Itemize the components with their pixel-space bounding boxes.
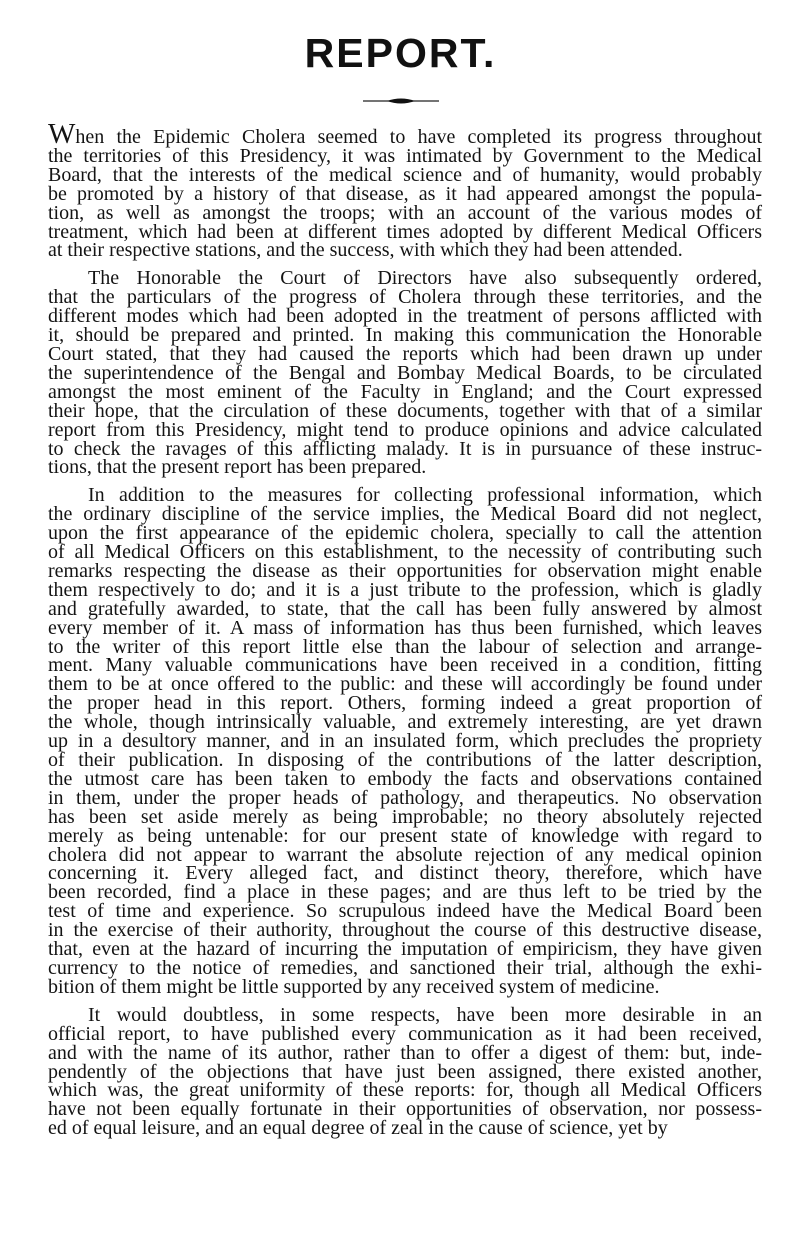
text-line: and with the name of its author, rather than to offer a digest of them: but, inde- bbox=[48, 1041, 762, 1064]
text-line: cholera did not appear to warrant the absolute rejection of any medical opinion bbox=[48, 843, 762, 866]
text-line: their hope, that the circulation of these documents, together with that of a similar bbox=[48, 399, 762, 422]
text-line: the utmost care has been taken to embody the facts and observations contained bbox=[48, 767, 762, 790]
report-body bbox=[48, 118, 762, 1140]
text-line: pendently of the objections that have just been assigned, there existed another, bbox=[48, 1060, 762, 1083]
text-line: of their publication. In disposing of the contributions of the latter description, bbox=[48, 749, 762, 771]
text-line: and gratefully awarded, to state, that the call has been fully answered by almost bbox=[48, 597, 762, 620]
text-line: up in a desultory manner, and in an insulated form, which precludes the propriety bbox=[48, 730, 762, 753]
text-line: In addition to the measures for collecting professional information, which bbox=[88, 484, 762, 507]
text-line: tions, that the present report has been prepared. bbox=[48, 456, 427, 479]
text-line: test of time and experience. So scrupulous indeed have the Medical Board been bbox=[48, 900, 762, 923]
text-line: at their respective stations, and the success, with which they had been attended. bbox=[48, 239, 683, 262]
text-line: the ordinary discipline of the service implies, the Medical Board did not neglect, bbox=[48, 503, 762, 526]
ornamental-rule bbox=[363, 97, 439, 105]
text-line: ment. Many valuable communications have been received in a condition, fitting bbox=[48, 654, 762, 677]
text-line: different modes which had been adopted in the treatment of persons afflicted with bbox=[48, 305, 762, 328]
text-line: to check the ravages of this afflicting malady. It is in pursuance of these instruc- bbox=[48, 437, 762, 460]
text-line: which was, the great uniformity of these reports: for, though all Medical Officers bbox=[48, 1079, 762, 1102]
text-line: the proper head in this report. Others, forming indeed a great proportion of bbox=[48, 692, 762, 715]
text-line: The Honorable the Court of Directors have also subsequently ordered, bbox=[88, 267, 762, 290]
paragraph-1 bbox=[48, 118, 762, 262]
text-line: upon the first appearance of the epidemic cholera, specially to call the attention bbox=[48, 522, 762, 545]
text-line: remarks respecting the disease as their opportunities for observation might enable bbox=[48, 559, 762, 582]
paragraph-4 bbox=[48, 1003, 762, 1140]
text-line: been recorded, find a place in these pages; and are thus left to be tried by the bbox=[48, 881, 762, 904]
text-line: concerning it. Every alleged fact, and distinct theory, therefore, which have bbox=[48, 862, 762, 885]
text-line: bition of them might be little supported by any received system of medicine. bbox=[48, 975, 660, 998]
text-line: that the particulars of the progress of Cholera through these territories, and the bbox=[48, 286, 762, 309]
text-line: the whole, though intrinsically valuable, and extremely interesting, are yet drawn bbox=[48, 711, 762, 734]
text-line: When the Epidemic Cholera seemed to have completed its progress throughout bbox=[48, 118, 762, 150]
text-line: in the exercise of their authority, throughout the course of this destructive disease, bbox=[48, 919, 762, 942]
text-line: currency to the notice of remedies, and sanctioned their trial, although the exhi- bbox=[48, 956, 762, 979]
text-line: has been set aside merely as being improbable; no theory absolutely rejected bbox=[48, 805, 762, 828]
text-line: ed of equal leisure, and an equal degree of zeal in the cause of science, yet by bbox=[48, 1117, 668, 1140]
text-line: the territories of this Presidency, it was intimated by Government to the Medical bbox=[48, 144, 762, 167]
text-line: the superintendence of the Bengal and Bombay Medical Boards, to be circulated bbox=[48, 361, 762, 384]
text-line: it, should be prepared and printed. In making this communication the Honorable bbox=[48, 324, 762, 347]
page-title: REPORT. bbox=[304, 30, 497, 76]
text-line: merely as being untenable: for our present state of knowledge with regard to bbox=[48, 824, 762, 847]
text-line: Court stated, that they had caused the reports which had been drawn up under bbox=[48, 342, 762, 365]
text-line: report from this Presidency, might tend to produce opinions and advice calculated bbox=[48, 418, 762, 441]
text-line: to the writer of this report little else than the labour of selection and arrange- bbox=[48, 635, 762, 658]
paragraph-2 bbox=[48, 269, 762, 477]
text-line: that, even at the hazard of incurring the imputation of empiricism, they have given bbox=[48, 938, 762, 961]
text-line: Board, that the interests of the medical science and of humanity, would probably bbox=[48, 163, 762, 186]
text-line: treatment, which had been at different times adopted by different Medical Officers bbox=[48, 220, 762, 243]
text-line: be promoted by a history of that disease, as it had appeared amongst the popula- bbox=[48, 182, 762, 205]
text-line: in them, under the proper heads of pathology, and therapeutics. No observation bbox=[48, 786, 762, 809]
text-line: them respectively to do; and it is a just tribute to the profession, which is gladly bbox=[48, 578, 762, 601]
text-line: amongst the most eminent of the Faculty in England; and the Court expressed bbox=[48, 380, 762, 403]
text-line: have not been equally fortunate in their opportunities of observation, nor possess- bbox=[48, 1098, 762, 1121]
initial-letter: W bbox=[48, 118, 76, 150]
paragraph-3 bbox=[48, 486, 762, 996]
text-line: It would doubtless, in some respects, have been more desirable in an bbox=[88, 1003, 762, 1026]
text-line: official report, to have published every communication as it had been received, bbox=[48, 1022, 762, 1045]
text-line: of all Medical Officers on this establishment, to the necessity of contributing such bbox=[48, 541, 762, 564]
text-line: every member of it. A mass of information has thus been furnished, which leaves bbox=[48, 616, 762, 639]
text-line: tion, as well as amongst the troops; with an account of the various modes of bbox=[48, 201, 762, 224]
text-line: them to be at once offered to the public: and these will accordingly be found under bbox=[48, 673, 762, 696]
